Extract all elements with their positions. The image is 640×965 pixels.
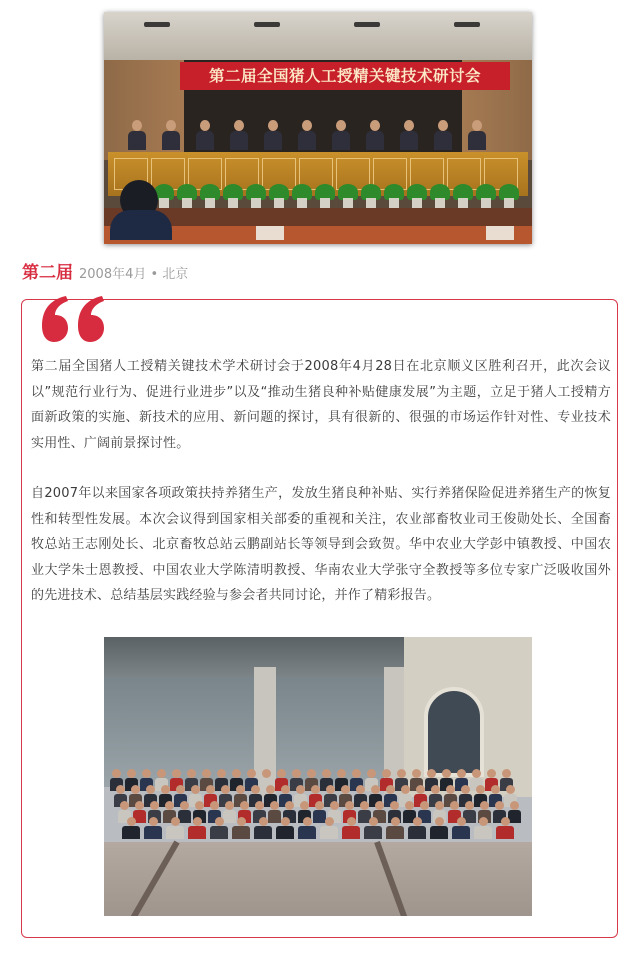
- attendee: [342, 817, 360, 839]
- ceiling-light: [254, 22, 280, 27]
- plant-pot: [182, 198, 192, 208]
- plant-pot: [343, 198, 353, 208]
- hall-ceiling: [104, 12, 532, 60]
- panelist: [162, 120, 180, 150]
- plant-pot: [481, 198, 491, 208]
- panelist: [230, 120, 248, 150]
- attendee: [452, 817, 470, 839]
- panelist: [366, 120, 384, 150]
- attendee: [496, 817, 514, 839]
- panelist: [128, 120, 146, 150]
- plant-pot: [458, 198, 468, 208]
- attendee: [474, 817, 492, 839]
- attendee: [320, 817, 338, 839]
- attendee: [122, 817, 140, 839]
- attendee: [298, 817, 316, 839]
- panelist: [196, 120, 214, 150]
- panelist: [264, 120, 282, 150]
- photo-caption: [22, 258, 188, 282]
- attendee: [188, 817, 206, 839]
- conference-stage-photo: [104, 12, 532, 244]
- attendee: [386, 817, 404, 839]
- audience-member: [110, 180, 172, 244]
- quote-icon: [40, 296, 110, 342]
- panelist: [434, 120, 452, 150]
- conference-banner: 第二届全国猪人工授精关键技术研讨会: [180, 62, 510, 90]
- ceiling-light: [454, 22, 480, 27]
- plant-pot: [297, 198, 307, 208]
- plant-pot: [205, 198, 215, 208]
- plant-pot: [412, 198, 422, 208]
- plant-pot: [389, 198, 399, 208]
- plant-pot: [251, 198, 261, 208]
- attendee: [254, 817, 272, 839]
- attendee: [232, 817, 250, 839]
- ceiling-light: [354, 22, 380, 27]
- plant-pot: [366, 198, 376, 208]
- plant-pot: [504, 198, 514, 208]
- caption-title: 第二届: [22, 263, 73, 283]
- nameplate: [486, 226, 514, 240]
- panelist: [400, 120, 418, 150]
- article-paragraph-2: 自2007年以来国家各项政策扶持养猪生产，发放生猪良种补贴、实行养猪保险促进养猪生产的恢复性和转型性发展。本次会议得到国家相关部委的重视和关注，农业部畜牧业司王俊勋处长、全国畜牧总站王志刚处长、北京畜牧总站云鹏副站长等领导到会致贺。华中农业大学彭中镇教授、中国农业大学朱士恩教授、中国农业大学陈清明教授、华南农业大学张守全教授等多位专家广泛吸收国外的先进技术、总结基层实践经验与参会者共同讨论，并作了精彩报告。: [31, 486, 611, 603]
- caption-date-location: 2008年4月 • 北京: [79, 267, 189, 282]
- nameplate: [256, 226, 284, 240]
- article-paragraph-1: 第二届全国猪人工授精关键技术学术研讨会于2008年4月28日在北京顺义区胜利召开，此次会议以”规范行业行为、促进行业进步”以及“推动生猪良种补贴健康发展”为主题，立足于猪人工授精方面新政策的实施、新技术的应用、新问题的探讨，具有很新的、很强的市场运作针对性、专业技术实用性、广阔前景探讨性。: [31, 359, 611, 451]
- attendee: [144, 817, 162, 839]
- attendee: [276, 817, 294, 839]
- panelist: [298, 120, 316, 150]
- attendee: [430, 817, 448, 839]
- attendee: [364, 817, 382, 839]
- plant-pot: [320, 198, 330, 208]
- attendee: [166, 817, 184, 839]
- attendee: [210, 817, 228, 839]
- attendee: [408, 817, 426, 839]
- panelist: [468, 120, 486, 150]
- plant-pot: [274, 198, 284, 208]
- attendee-row: [122, 817, 532, 839]
- ceiling-light: [144, 22, 170, 27]
- arched-window: [424, 687, 484, 777]
- panelist: [332, 120, 350, 150]
- group-photo: [104, 637, 532, 916]
- plant-pot: [228, 198, 238, 208]
- plant-pot: [435, 198, 445, 208]
